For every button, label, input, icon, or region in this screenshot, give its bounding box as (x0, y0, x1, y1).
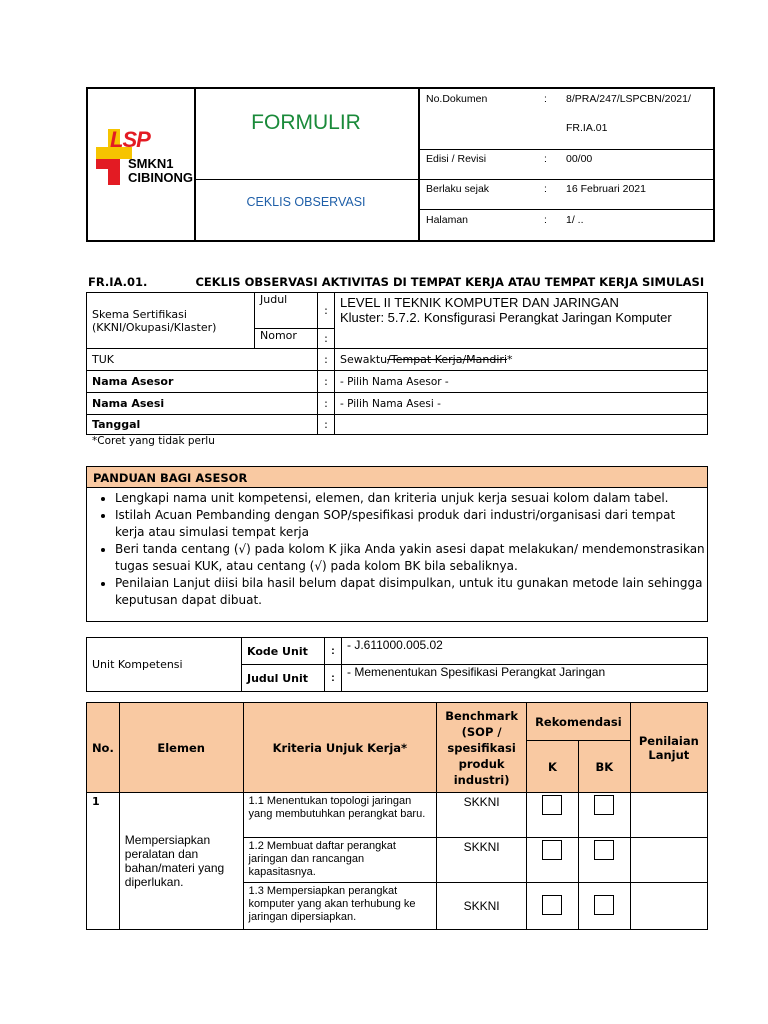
row-kuk: 1.1 Menentukan topologi jaringan yang membutuhkan perangkat baru. (243, 793, 437, 838)
meta-row-berlaku: Berlaku sejak : 16 Februari 2021 (420, 179, 713, 210)
section-heading: FR.IA.01. CEKLIS OBSERVASI AKTIVITAS DI TEMPAT KERJA ATAU TEMPAT KERJA SIMULASI (88, 275, 705, 289)
col-kuk: Kriteria Unjuk Kerja* (243, 703, 437, 793)
meta-row-halaman: Halaman : 1/ .. (426, 214, 584, 226)
bk-checkbox-cell (578, 838, 630, 883)
observation-table (86, 702, 708, 930)
row-elemen: Mempersiapkan peralatan dan bahan/materi yang diperlukan. (119, 793, 243, 930)
tanggal-label: Tanggal (87, 415, 318, 435)
skema-label: Skema Sertifikasi (KKNI/Okupasi/Klaster) (87, 293, 255, 349)
judul-value[interactable]: LEVEL II TEKNIK KOMPUTER DAN JARINGAN Kluster: 5.7.2. Konsfigurasi Perangkat Jaringan Komputer (335, 293, 708, 349)
col-no: No. (87, 703, 120, 793)
document-meta (420, 89, 713, 240)
logo-cell (88, 89, 196, 240)
col-penilaian: Penilaian Lanjut (630, 703, 707, 793)
bk-checkbox-cell (578, 883, 630, 930)
row-benchmark: SKKNI (437, 883, 527, 930)
bk-checkbox[interactable] (594, 895, 614, 915)
row-no: 1 (87, 793, 120, 930)
footnote: *Coret yang tidak perlu (92, 435, 215, 447)
bk-checkbox[interactable] (594, 795, 614, 815)
tanggal-input[interactable] (335, 415, 708, 435)
k-checkbox[interactable] (542, 840, 562, 860)
penilaian-cell[interactable] (630, 793, 707, 838)
document-header (86, 87, 715, 242)
bk-checkbox[interactable] (594, 840, 614, 860)
col-elemen: Elemen (119, 703, 243, 793)
k-checkbox-cell (527, 838, 579, 883)
k-checkbox-cell (527, 883, 579, 930)
bk-checkbox-cell (578, 793, 630, 838)
tuk-label: TUK (87, 349, 318, 371)
nomor-label: Nomor (255, 329, 318, 349)
logo-school-name: SMKN1 CIBINONG (128, 156, 193, 185)
kode-unit-label: Kode Unit (242, 638, 325, 665)
tuk-value[interactable]: Sewaktu/Tempat Kerja/Mandiri* (335, 349, 708, 371)
panduan-item: • Istilah Acuan Pembanding dengan SOP/spesifikasi produk dari industri/organisasi dari tempat kerja atau simulasi tempat kerja (115, 507, 707, 541)
asesi-label: Nama Asesi (87, 393, 318, 415)
k-checkbox[interactable] (542, 795, 562, 815)
judul-unit-value[interactable]: - Memenentukan Spesifikasi Perangkat Jaringan (342, 665, 708, 692)
judul-label: Judul (255, 293, 318, 329)
row-benchmark: SKKNI (437, 793, 527, 838)
form-title: FORMULIR (251, 111, 361, 134)
penilaian-cell[interactable] (630, 838, 707, 883)
meta-row-dokumen: No.Dokumen : 8/PRA/247/LSPCBN/2021/ FR.IA.01 (420, 89, 713, 150)
col-rekomendasi: Rekomendasi (527, 703, 631, 741)
kode-unit-value[interactable]: - J.611000.005.02 (342, 638, 708, 665)
row-benchmark: SKKNI (437, 838, 527, 883)
col-k: K (527, 741, 579, 793)
logo-lsp-text: LSP (110, 127, 150, 152)
panduan-body (86, 488, 708, 622)
row-kuk: 1.3 Mempersiapkan perangkat komputer yang akan terhubung ke jaringan dipersiapkan. (243, 883, 437, 930)
nomor-colon: : (318, 329, 335, 349)
panduan-item: • Beri tanda centang (√) pada kolom K jika Anda yakin asesi dapat melakukan/ mendemonstrasikan tugas sesuai KUK, atau centang (√) pada kolom BK bila sebaliknya. (115, 541, 707, 575)
form-subtitle: CEKLIS OBSERVASI (246, 195, 366, 209)
asesi-select[interactable]: - Pilih Nama Asesi - (335, 393, 708, 415)
panduan-heading: PANDUAN BAGI ASESOR (86, 466, 708, 488)
info-table: Skema Sertifikasi (KKNI/Okupasi/Klaster) Judul : LEVEL II TEKNIK KOMPUTER DAN JARINGAN Kluster: 5.7.2. Konsfigurasi Perangkat Jaringan Komputer Nomor : TUK : Sewaktu/Tempat Kerja/Mandiri* Nama Asesor : - Pilih Nama Asesor - Nama Asesi : - Pilih Nama Asesi - Tanggal : (86, 292, 708, 435)
col-benchmark: Benchmark (SOP / spesifikasi produk industri) (437, 703, 527, 793)
k-checkbox-cell (527, 793, 579, 838)
table-row (87, 793, 708, 838)
panduan-item: • Lengkapi nama unit kompetensi, elemen, dan kriteria unjuk kerja sesuai kolom dalam tabel. (115, 490, 707, 507)
col-bk: BK (578, 741, 630, 793)
unit-table: Unit Kompetensi Kode Unit : - J.611000.005.02 Judul Unit : - Memenentukan Spesifikasi Perangkat Jaringan (86, 637, 708, 692)
meta-row-revisi: Edisi / Revisi : 00/00 (420, 149, 713, 180)
penilaian-cell[interactable] (630, 883, 707, 930)
title-cell (194, 89, 420, 240)
judul-unit-label: Judul Unit (242, 665, 325, 692)
asesor-select[interactable]: - Pilih Nama Asesor - (335, 371, 708, 393)
k-checkbox[interactable] (542, 895, 562, 915)
unit-label: Unit Kompetensi (87, 638, 242, 692)
asesor-label: Nama Asesor (87, 371, 318, 393)
panduan-item: • Penilaian Lanjut diisi bila hasil belum dapat disimpulkan, untuk itu gunakan metode lain sehingga keputusan dapat dibuat. (115, 575, 707, 609)
row-kuk: 1.2 Membuat daftar perangkat jaringan dan rancangan kapasitasnya. (243, 838, 437, 883)
judul-colon: : (318, 293, 335, 329)
